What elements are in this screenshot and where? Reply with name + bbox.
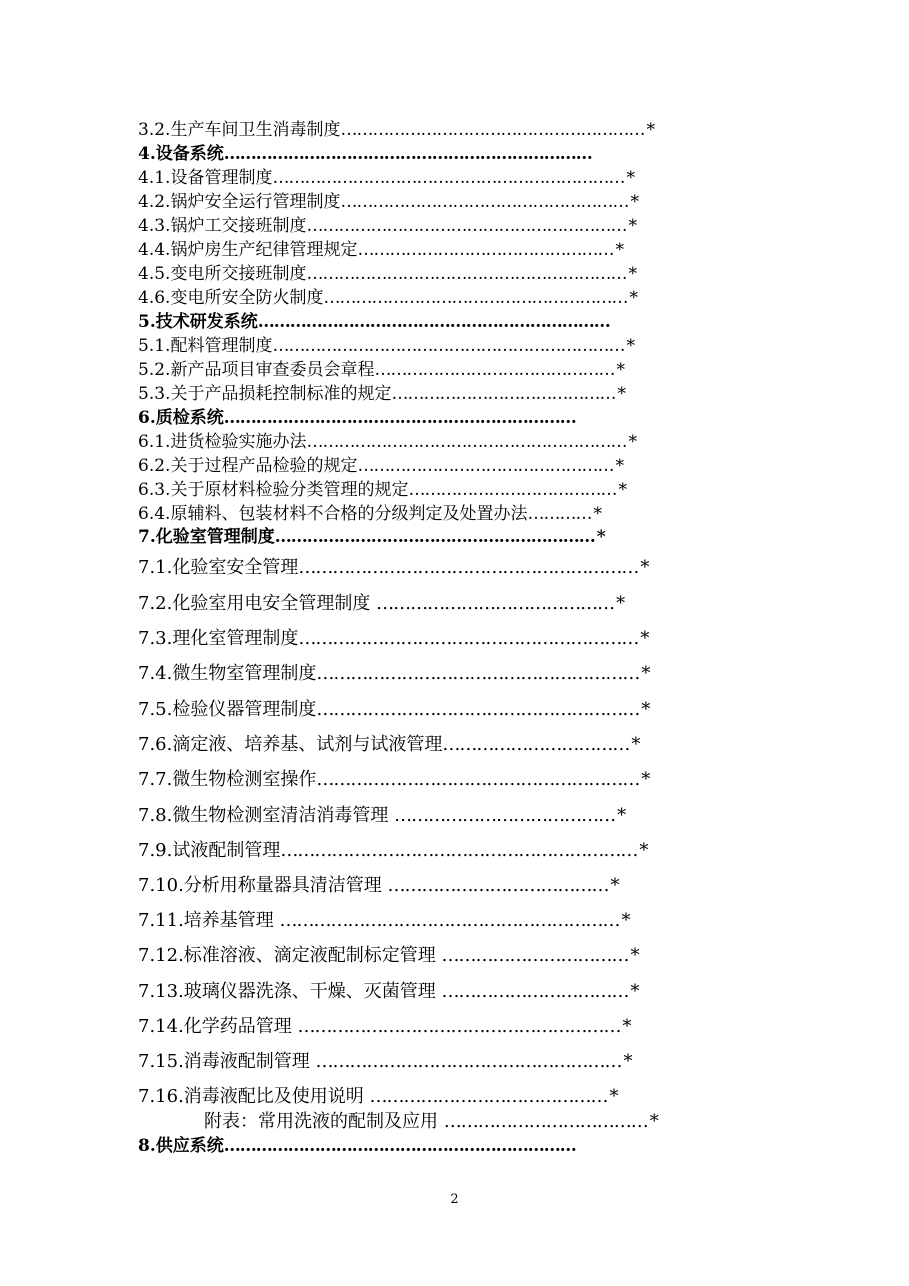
toc-leader-dots: ………………………………………………… xyxy=(323,288,628,308)
toc-page-mark: * xyxy=(629,288,638,308)
toc-leader-dots: …………………………… xyxy=(441,945,629,966)
toc-entry xyxy=(138,942,640,970)
toc-leader-dots: …………………………………… xyxy=(369,1086,608,1107)
toc-entry xyxy=(138,214,637,238)
toc-leader-dots: ………… xyxy=(527,504,592,524)
toc-page-mark: * xyxy=(631,734,641,755)
toc-entry-title: 7.8.微生物检测室清洁消毒管理 xyxy=(138,805,395,826)
toc-leader-dots: ………………………………………………… xyxy=(316,663,640,684)
toc-entry-title: 4.3.锅炉工交接班制度 xyxy=(138,216,307,236)
toc-leader-dots: …………………………………………………… xyxy=(274,527,595,547)
toc-entry xyxy=(138,262,637,286)
toc-entry-title: 3.2.生产车间卫生消毒制度 xyxy=(138,120,341,140)
toc-entry-title: 7.5.检验仪器管理制度 xyxy=(138,699,317,720)
toc-page-mark: * xyxy=(615,240,624,260)
toc-page-mark: * xyxy=(610,875,620,896)
toc-entry xyxy=(138,118,655,142)
toc-entry xyxy=(138,166,635,190)
toc-page-mark: * xyxy=(640,557,650,578)
toc-entry-title: 6.质检系统 xyxy=(138,408,224,428)
toc-entry-title: 6.1.进货检验实施办法 xyxy=(138,432,307,452)
toc-entry xyxy=(138,238,624,262)
toc-page-mark: * xyxy=(616,360,625,380)
toc-page-mark: * xyxy=(621,910,631,931)
toc-leader-dots: ………………………………………… xyxy=(357,456,614,476)
toc-page-mark: * xyxy=(641,699,651,720)
toc-entry-title: 6.2.关于过程产品检验的规定 xyxy=(138,456,358,476)
toc-page-mark: * xyxy=(626,336,635,356)
toc-entry-title: 6.4.原辅料、包装材料不合格的分级判定及处置办法 xyxy=(138,504,528,524)
toc-entry xyxy=(138,1048,633,1076)
toc-page-mark: * xyxy=(630,981,640,1002)
toc-leader-dots: …………………………… xyxy=(441,981,629,1002)
toc-page-mark: * xyxy=(616,593,626,614)
toc-entry-title: 7.4.微生物室管理制度 xyxy=(138,663,317,684)
toc-entry xyxy=(138,660,650,688)
toc-page-mark: * xyxy=(617,384,626,404)
toc-leader-dots: ………………………………………………………… xyxy=(223,408,576,428)
toc-entry xyxy=(138,1013,632,1041)
toc-entry-title: 4.6.变电所安全防火制度 xyxy=(138,288,324,308)
toc-entry xyxy=(138,554,649,582)
toc-entry xyxy=(138,1134,578,1158)
toc-entry xyxy=(138,525,606,549)
toc-entry xyxy=(138,590,625,618)
toc-entry xyxy=(138,334,635,358)
toc-leader-dots: ………………………………… xyxy=(387,875,609,896)
toc-page-mark: * xyxy=(593,504,602,524)
toc-page-mark: * xyxy=(596,527,606,547)
toc-page-mark: * xyxy=(649,1111,659,1132)
toc-entry-title: 7.6.滴定液、培养基、试剂与试液管理 xyxy=(138,734,443,755)
toc-entry-title: 6.3.关于原材料检验分类管理的规定 xyxy=(138,480,409,500)
toc-leader-dots: ………………………………………………… xyxy=(316,699,640,720)
toc-entry-title: 5.3.关于产品损耗控制标准的规定 xyxy=(138,384,392,404)
toc-entry-title: 7.2.化验室用电安全管理制度 xyxy=(138,593,377,614)
toc-entry-title: 4.2.锅炉安全运行管理制度 xyxy=(138,192,341,212)
toc-leader-dots: …………………………………………………… xyxy=(306,264,627,284)
toc-entry xyxy=(204,1108,659,1136)
toc-leader-dots: ………………………………… xyxy=(394,805,616,826)
toc-entry xyxy=(138,1083,619,1111)
toc-entry-title: 7.14.化学药品管理 xyxy=(138,1016,298,1037)
toc-entry xyxy=(138,502,602,526)
toc-entry-title: 5.技术研发系统 xyxy=(138,312,258,332)
toc-leader-dots: ………………………………………………… xyxy=(340,120,645,140)
toc-entry-title: 5.2.新产品项目审查委员会章程 xyxy=(138,360,375,380)
toc-leader-dots: ………………………………………… xyxy=(357,240,614,260)
toc-entry xyxy=(138,190,639,214)
toc-entry xyxy=(138,872,620,900)
toc-leader-dots: …………………………………… xyxy=(391,384,616,404)
toc-leader-dots: ……………………………………………… xyxy=(340,192,629,212)
toc-leader-dots: ………………………………………………… xyxy=(316,769,640,790)
toc-page-mark: * xyxy=(626,168,635,188)
toc-page-mark: * xyxy=(617,805,627,826)
toc-leader-dots: ……………………………… xyxy=(443,1111,648,1132)
toc-leader-dots: …………………………………… xyxy=(376,593,615,614)
toc-leader-dots: ………………………………………………………… xyxy=(272,336,625,356)
toc-entry xyxy=(138,766,650,794)
toc-entry-title: 7.10.分析用称量器具清洁管理 xyxy=(138,875,388,896)
toc-page-mark: * xyxy=(641,769,651,790)
toc-leader-dots: …………………………………………………………… xyxy=(223,144,592,164)
toc-page-mark: * xyxy=(630,945,640,966)
toc-entry-title: 8.供应系统 xyxy=(138,1136,224,1156)
toc-page-mark: * xyxy=(623,1051,633,1072)
toc-entry-title: 4.设备系统 xyxy=(138,144,224,164)
toc-leader-dots: …………………………………………………… xyxy=(298,557,639,578)
toc-entry xyxy=(138,310,612,334)
toc-page-mark: * xyxy=(622,1016,632,1037)
toc-entry xyxy=(138,286,638,310)
toc-leader-dots: ………………………………… xyxy=(408,480,617,500)
toc-entry-title: 7.3.理化室管理制度 xyxy=(138,628,299,649)
toc-leader-dots: ………………………………………………… xyxy=(297,1016,621,1037)
toc-leader-dots: ……………………………………………… xyxy=(315,1051,622,1072)
toc-entry-title: 7.7.微生物检测室操作 xyxy=(138,769,317,790)
toc-leader-dots: ………………………………………………………… xyxy=(223,1136,576,1156)
toc-entry-title: 7.13.玻璃仪器洗涤、干燥、灭菌管理 xyxy=(138,981,442,1002)
toc-page-mark: * xyxy=(615,456,624,476)
toc-entry-title: 4.5.变电所交接班制度 xyxy=(138,264,307,284)
toc-entry-title: 7.12.标准溶液、滴定液配制标定管理 xyxy=(138,945,442,966)
toc-entry-title: 7.9.试液配制管理 xyxy=(138,840,281,861)
toc-page-mark: * xyxy=(639,840,649,861)
toc-leader-dots: ………………………………………………………… xyxy=(257,312,610,332)
page-number: 2 xyxy=(450,1192,459,1207)
toc-entry-title: 5.1.配料管理制度 xyxy=(138,336,273,356)
toc-entry-title: 7.1.化验室安全管理 xyxy=(138,557,299,578)
toc-entry xyxy=(138,142,594,166)
toc-page-mark: * xyxy=(628,216,637,236)
toc-entry xyxy=(138,478,627,502)
toc-entry xyxy=(138,625,649,653)
toc-entry xyxy=(138,382,626,406)
toc-leader-dots: …………………………………………………… xyxy=(306,216,627,236)
toc-entry xyxy=(138,802,626,830)
toc-page-mark: * xyxy=(646,120,655,140)
toc-entry-title: 7.11.培养基管理 xyxy=(138,910,280,931)
toc-entry-title: 7.16.消毒液配比及使用说明 xyxy=(138,1086,370,1107)
toc-leader-dots: …………………………………………………… xyxy=(298,628,639,649)
toc-leader-dots: …………………………… xyxy=(442,734,630,755)
toc-entry-title: 7.15.消毒液配制管理 xyxy=(138,1051,316,1072)
toc-page-mark: * xyxy=(628,432,637,452)
toc-page-mark: * xyxy=(640,628,650,649)
toc-entry xyxy=(138,978,640,1006)
toc-entry xyxy=(138,837,648,865)
toc-entry xyxy=(138,358,625,382)
toc-page-mark: * xyxy=(630,192,639,212)
toc-entry-title: 7.化验室管理制度 xyxy=(138,527,275,547)
toc-page-mark: * xyxy=(609,1086,619,1107)
toc-entry xyxy=(138,731,640,759)
toc-page-mark: * xyxy=(628,264,637,284)
toc-entry xyxy=(138,406,578,430)
toc-entry xyxy=(138,430,637,454)
toc-leader-dots: …………………………………………………… xyxy=(306,432,627,452)
toc-entry xyxy=(138,907,631,935)
toc-entry-title: 4.1.设备管理制度 xyxy=(138,168,273,188)
toc-page-mark: * xyxy=(641,663,651,684)
toc-entry-title: 4.4.锅炉房生产纪律管理规定 xyxy=(138,240,358,260)
toc-leader-dots: ……………………………………………………… xyxy=(280,840,638,861)
toc-page-mark: * xyxy=(618,480,627,500)
toc-leader-dots: ………………………………………………………… xyxy=(272,168,625,188)
toc-entry xyxy=(138,696,650,724)
toc-leader-dots: …………………………………………………… xyxy=(279,910,620,931)
toc-leader-dots: ……………………………………… xyxy=(374,360,615,380)
toc-entry-title: 附表：常用洗液的配制及应用 xyxy=(204,1111,444,1132)
toc-entry xyxy=(138,454,624,478)
